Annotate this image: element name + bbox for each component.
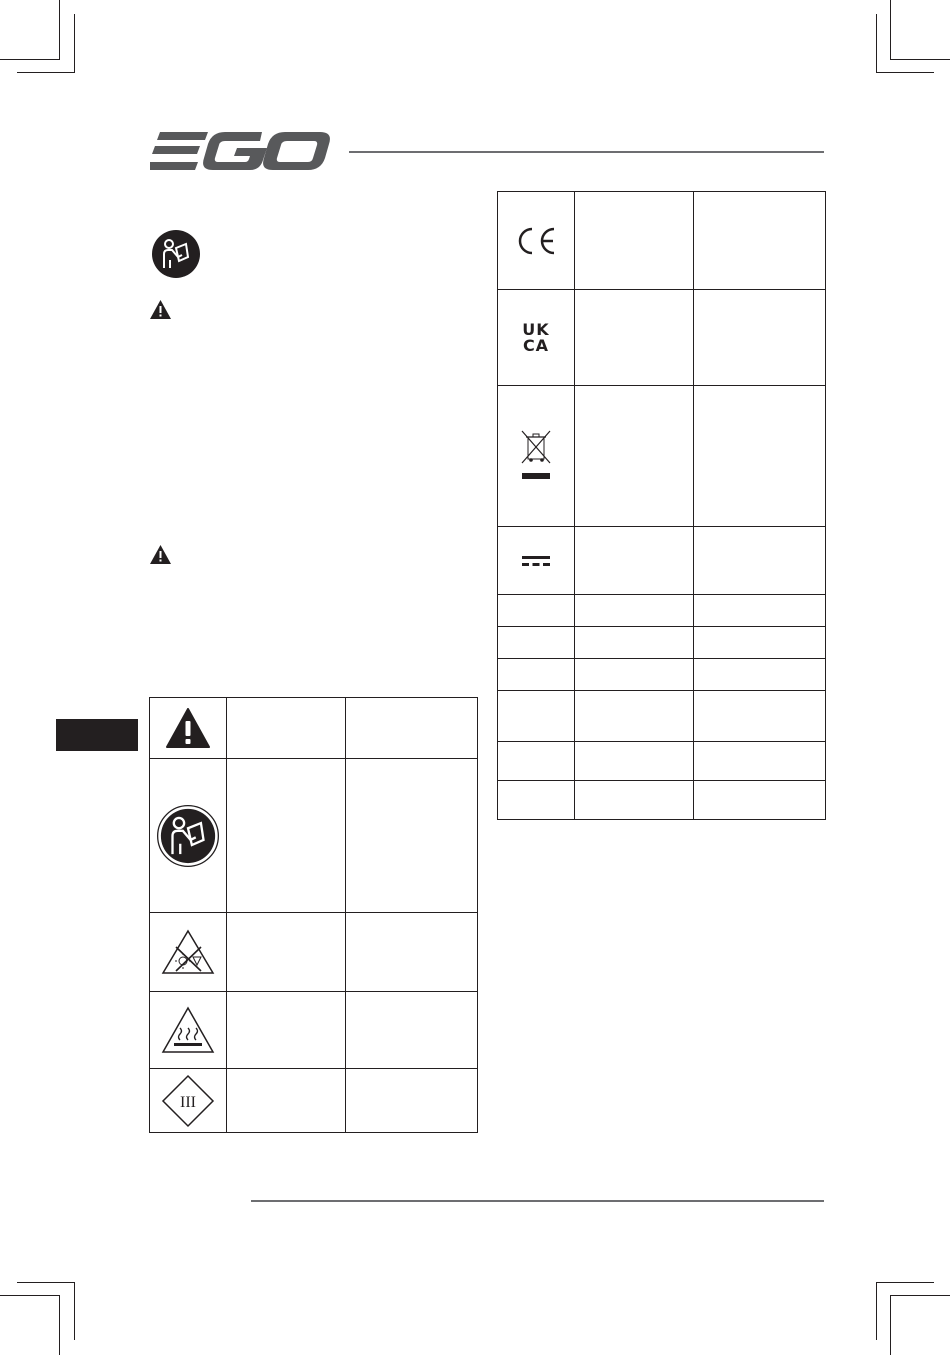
meaning-cell (575, 527, 694, 595)
explanation-cell (346, 992, 478, 1069)
explanation-cell (346, 1069, 478, 1133)
table-row (150, 698, 478, 759)
explanation-cell (694, 192, 826, 290)
explanation-cell (694, 781, 826, 820)
language-tab (56, 719, 138, 751)
meaning-cell (575, 659, 694, 691)
symbol-cell (498, 627, 575, 659)
read-manual-icon (157, 805, 219, 867)
table-row (498, 192, 826, 290)
meaning-cell (227, 913, 346, 992)
meaning-cell (575, 781, 694, 820)
meaning-cell (575, 192, 694, 290)
table-row (150, 913, 478, 992)
no-sunlight-icon (161, 929, 215, 975)
read-manual-icon (152, 230, 200, 278)
symbols-table-left (149, 697, 478, 1133)
class-iii-icon (161, 1074, 215, 1128)
ce-mark-icon (514, 226, 558, 256)
ukca-line-1: UK (522, 319, 550, 339)
symbol-cell (498, 386, 575, 527)
explanation-cell (346, 759, 478, 913)
warning-triangle-icon (150, 300, 171, 319)
direct-current-icon (522, 554, 550, 568)
header-rule (349, 151, 824, 153)
ukca-mark-icon (498, 319, 574, 355)
table-row (498, 659, 826, 691)
table-row (498, 290, 826, 386)
table-row (498, 627, 826, 659)
class-iii-label: III (180, 1093, 196, 1111)
explanation-cell (346, 698, 478, 759)
table-row (150, 992, 478, 1069)
symbol-cell (498, 691, 575, 742)
hot-surface-icon (161, 1006, 215, 1054)
meaning-cell (227, 698, 346, 759)
symbol-cell (150, 913, 227, 992)
symbol-cell (498, 290, 575, 386)
meaning-cell (575, 627, 694, 659)
meaning-cell (575, 386, 694, 527)
safety-alert-icon (166, 708, 210, 748)
meaning-cell (575, 595, 694, 627)
table-row (498, 781, 826, 820)
symbol-cell (150, 992, 227, 1069)
explanation-cell (694, 627, 826, 659)
table-row (498, 595, 826, 627)
meaning-cell (227, 1069, 346, 1133)
footer-rule (251, 1200, 824, 1202)
symbol-cell (150, 1069, 227, 1133)
symbol-cell (498, 595, 575, 627)
explanation-cell (694, 595, 826, 627)
ukca-line-2: CA (522, 335, 550, 355)
explanation-cell (694, 691, 826, 742)
table-row (498, 742, 826, 781)
table-row (498, 386, 826, 527)
symbols-table-right (497, 191, 826, 820)
meaning-cell (575, 742, 694, 781)
symbol-cell (150, 698, 227, 759)
table-row (150, 1069, 478, 1133)
symbol-cell (498, 527, 575, 595)
symbol-cell (498, 742, 575, 781)
meaning-cell (575, 691, 694, 742)
table-row (498, 691, 826, 742)
symbol-cell (150, 759, 227, 913)
explanation-cell (694, 527, 826, 595)
weee-bin-icon (518, 429, 554, 483)
table-row (150, 759, 478, 913)
symbol-cell (498, 192, 575, 290)
explanation-cell (694, 386, 826, 527)
explanation-cell (346, 913, 478, 992)
warning-triangle-icon (150, 545, 171, 564)
brand-logo (150, 132, 332, 170)
explanation-cell (694, 659, 826, 691)
meaning-cell (227, 759, 346, 913)
symbol-cell (498, 781, 575, 820)
meaning-cell (575, 290, 694, 386)
table-row (498, 527, 826, 595)
meaning-cell (227, 992, 346, 1069)
symbol-cell (498, 659, 575, 691)
explanation-cell (694, 290, 826, 386)
explanation-cell (694, 742, 826, 781)
